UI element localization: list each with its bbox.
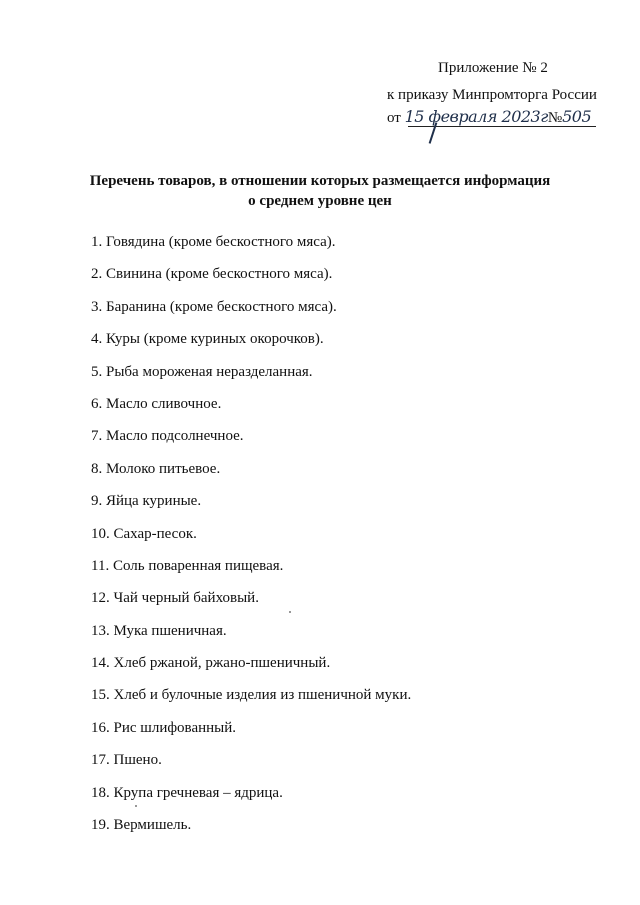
order-date-line xyxy=(387,107,591,127)
list-item: 3. Баранина (кроме бескостного мяса). xyxy=(91,298,337,315)
list-item: 17. Пшено. xyxy=(91,752,162,769)
scan-speck xyxy=(135,805,137,807)
list-item: 16. Рис шлифованный. xyxy=(91,719,237,736)
list-item: 2. Свинина (кроме бескостного мяса). xyxy=(91,266,333,283)
order-reference: к приказу Минпромторга России xyxy=(387,87,597,103)
list-item: 4. Куры (кроме куриных окорочков). xyxy=(91,331,324,348)
list-item: 11. Соль поваренная пищевая. xyxy=(91,557,284,574)
title-line-2: о среднем уровне цен xyxy=(248,193,392,209)
list-item: 6. Масло сливочное. xyxy=(91,395,222,412)
list-item: 19. Вермишель. xyxy=(91,817,192,834)
list-item: 5. Рыба мороженая неразделанная. xyxy=(91,363,313,380)
list-item: 13. Мука пшеничная. xyxy=(91,622,227,639)
list-item: 1. Говядина (кроме бескостного мяса). xyxy=(91,234,336,250)
list-item: 7. Масло подсолнечное. xyxy=(91,428,244,445)
number-sign: № xyxy=(547,110,563,126)
list-item: 18. Крупа гречневая – ядрица. xyxy=(91,784,283,801)
goods-list xyxy=(91,232,411,847)
date-prefix: от xyxy=(387,110,401,126)
handwritten-date: 15 февраля 2023г xyxy=(404,107,548,126)
document-title xyxy=(0,171,640,211)
scan-speck xyxy=(289,611,291,613)
list-item: 10. Сахар-песок. xyxy=(91,525,197,542)
title-line-1: Перечень товаров, в отношении которых размещается информация xyxy=(89,173,551,189)
list-item: 8. Молоко питьевое. xyxy=(91,460,221,477)
list-item: 12. Чай черный байховый. xyxy=(91,590,259,607)
list-item: 9. Яйца куриные. xyxy=(91,493,202,510)
handwritten-number: 505 xyxy=(562,107,592,126)
list-item: 15. Хлеб и булочные изделия из пшеничной муки. xyxy=(91,687,412,704)
list-item: 14. Хлеб ржаной, ржано-пшеничный. xyxy=(91,655,331,672)
annex-label: Приложение № 2 xyxy=(438,60,548,76)
